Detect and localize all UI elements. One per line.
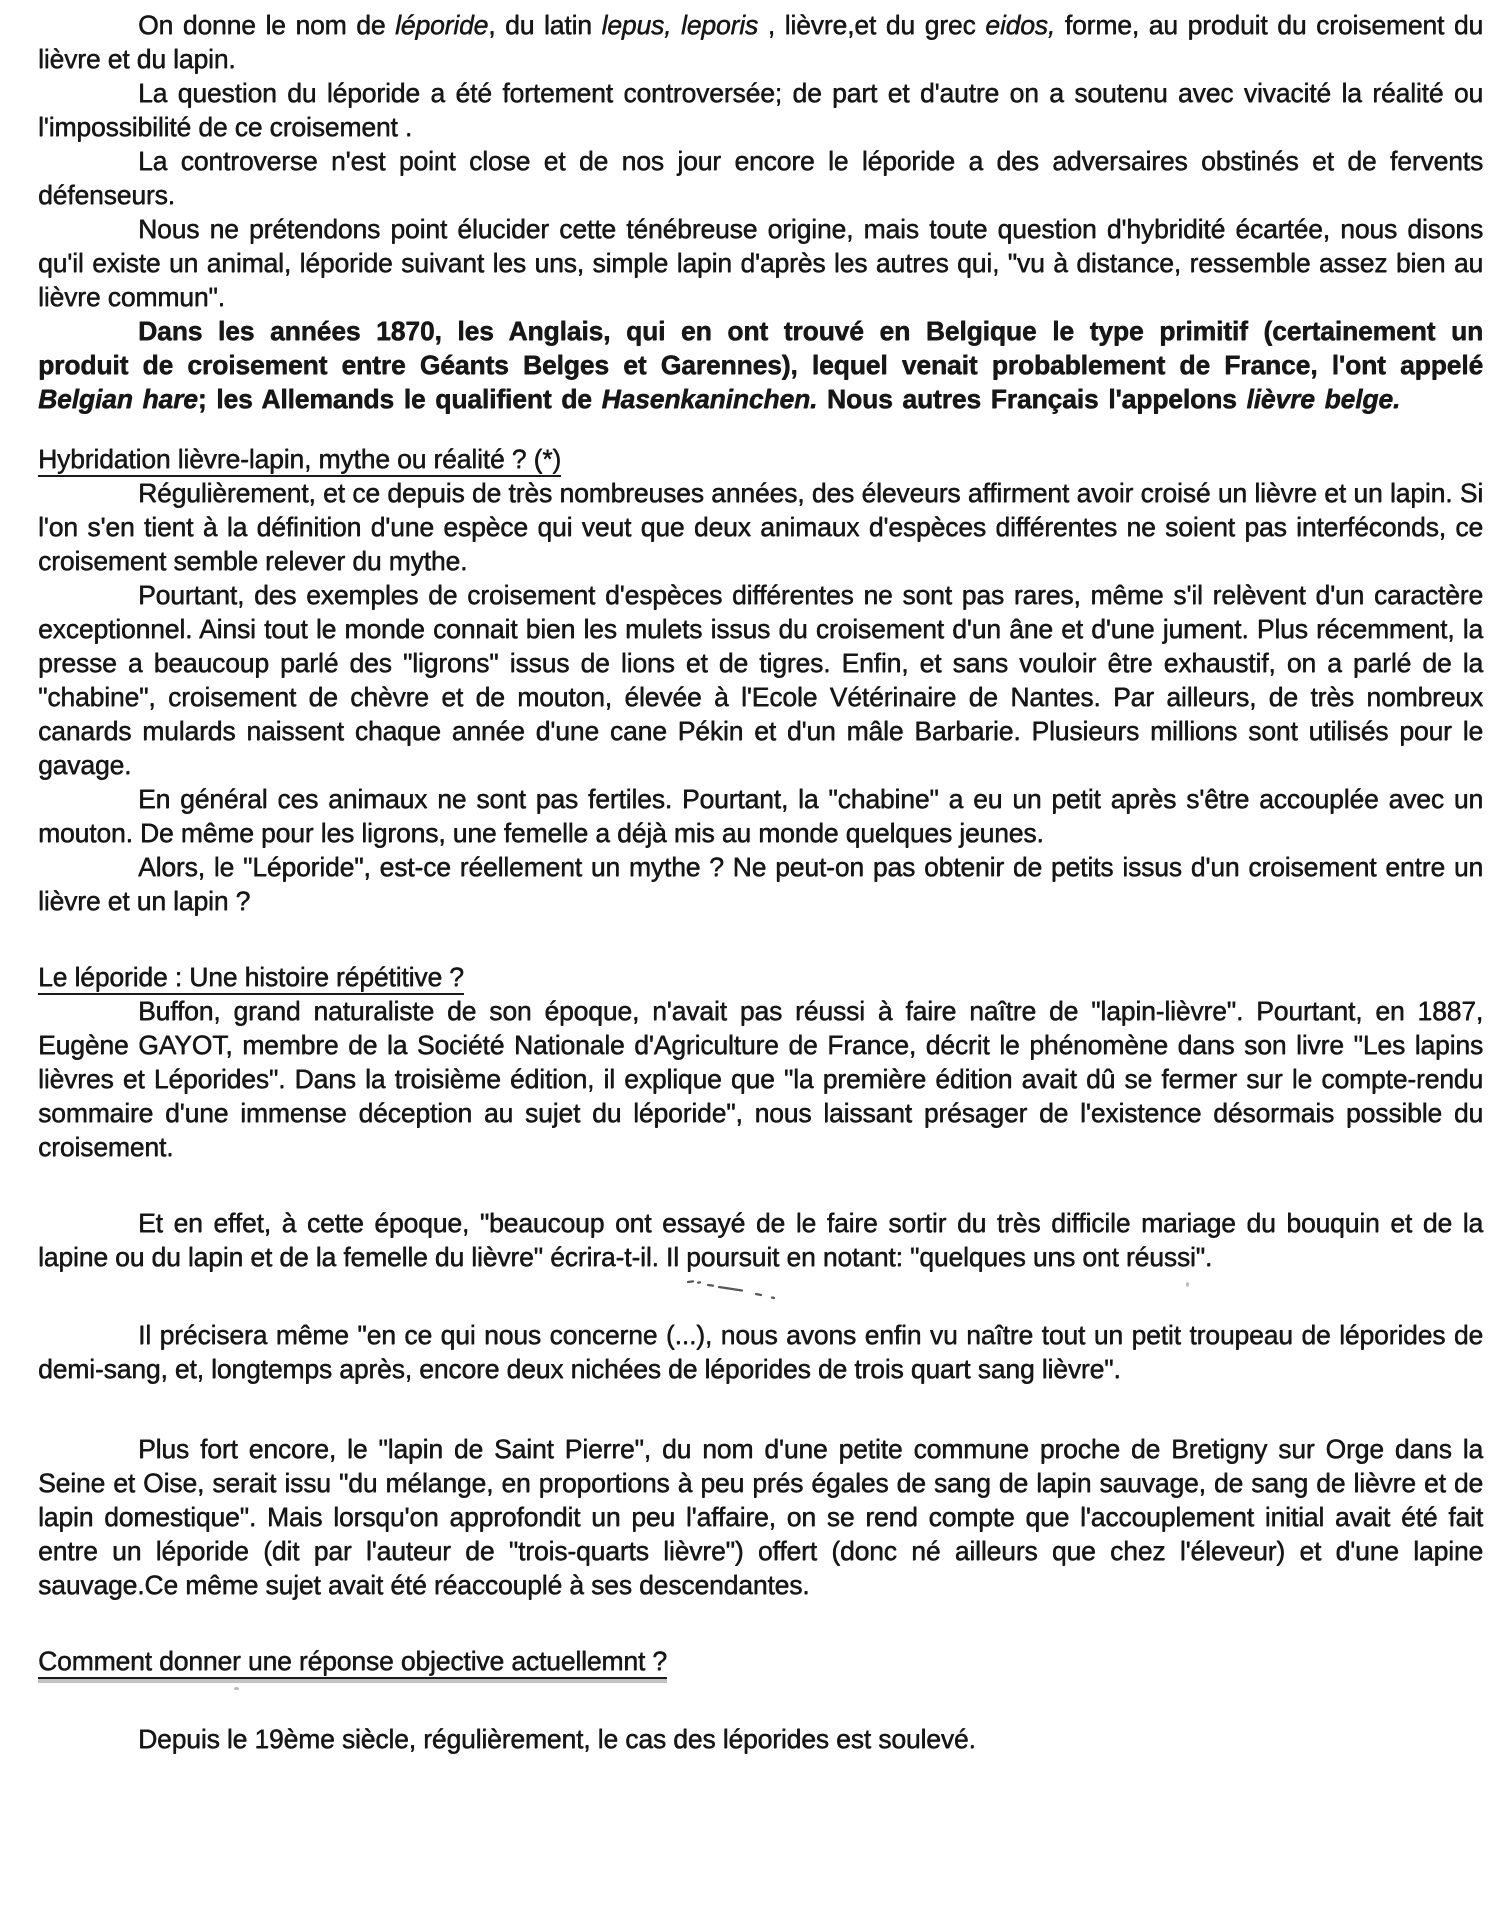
body-text: Buffon, grand naturaliste de son époque, n'avait pas réussi à faire naître de "lapin-lièvre". Pourtant, en 1887, Eugène GAYOT, membre de la Société Nationale d'Agriculture de France, décrit le phénomène dans son livre "Les lapins lièvres et Léporides". Dans la troisième édition, il explique que "la première édition avait dû se fermer sur le compte-rendu sommaire d'une immense déception au sujet du léporide", nous laissant présager de l'existence désormais possible du croisement. bbox=[38, 996, 1483, 1162]
body-text: , du latin bbox=[488, 10, 602, 40]
heading-text: Comment donner une réponse objective actuellemnt ? bbox=[38, 1646, 667, 1679]
paragraph-et-en-effet bbox=[38, 1206, 1483, 1274]
body-text: Pourtant, des exemples de croisement d'espèces différentes ne sont pas rares, même s'il relèvent d'un caractère exceptionnel. Ainsi tout le monde connait bien les mulets issus du croisement d'un âne et d'une jument. Plus récemment, la presse a beaucoup parlé des "ligrons" issus de lions et de tigres. Enfin, et sans vouloir être exhaustif, on a parlé de la "chabine", croisement de chèvre et de mouton, élevée à l'Ecole Vétérinaire de Nantes. Par ailleurs, de très nombreux canards mulards naissent chaque année d'une cane Pékin et d'un mâle Barbarie. Plusieurs millions sont utilisés pour le gavage. bbox=[38, 580, 1483, 780]
body-text: La question du léporide a été fortement controversée; de part et d'autre on a soutenu avec vivacité la réalité ou l'impossibilité de ce croisement . bbox=[38, 78, 1483, 142]
body-text: Alors, le "Léporide", est-ce réellement un mythe ? Ne peut-on pas obtenir de petits issus d'un croisement entre un lièvre et un lapin ? bbox=[38, 852, 1483, 916]
heading-hybridation-mythe-ou-realite bbox=[38, 442, 1483, 476]
heading-histoire-repetitive bbox=[38, 960, 1483, 994]
emphasized-text: Belgian hare bbox=[38, 384, 198, 414]
body-text: , lièvre,et du grec bbox=[758, 10, 986, 40]
body-text: forme, au produit du croisement du lièvre et du lapin. bbox=[38, 10, 1484, 74]
blank-gap bbox=[38, 918, 1483, 960]
heading-text: Le léporide : Une histoire répétitive ? bbox=[38, 962, 464, 995]
body-text: Nous autres Français l'appelons bbox=[817, 384, 1247, 414]
paragraph-exemples-croisements bbox=[38, 578, 1483, 782]
heading-reponse-objective bbox=[38, 1644, 1483, 1678]
body-text: Plus fort encore, le "lapin de Saint Pierre", du nom d'une petite commune proche de Bretigny sur Orge dans la Seine et Oise, serait issu "du mélange, en proportions à peu prés égales de sang de lapin sauvage, de sang de lièvre et de lapin domestique". Mais lorsqu'on approfondit un peu l'affaire, on se rend compte que l'accouplement initial avait été fait entre un léporide (dit par l'auteur de "trois-quarts lièvre") offert (donc né ailleurs que chez l'éleveur) et d'une lapine sauvage.Ce même sujet avait été réaccouplé à ses descendantes. bbox=[38, 1434, 1483, 1600]
paragraph-hybridite-ecartee bbox=[38, 212, 1483, 314]
paragraph-controverse-ouverte bbox=[38, 144, 1483, 212]
emphasized-text: Hasenkaninchen. bbox=[601, 384, 818, 414]
paragraph-buffon-gayot bbox=[38, 994, 1483, 1164]
emphasized-text: lièvre belge. bbox=[1246, 384, 1401, 414]
blank-gap bbox=[38, 1602, 1483, 1644]
scan-mark bbox=[234, 1687, 239, 1690]
paragraph-lapin-saint-pierre bbox=[38, 1432, 1483, 1602]
emphasized-text: lepus, leporis bbox=[601, 10, 758, 40]
body-text: Nous ne prétendons point élucider cette ténébreuse origine, mais toute question d'hybridité écartée, nous disons qu'il existe un animal, léporide suivant les uns, simple lapin d'après les autres qui, "vu à distance, ressemble assez bien au lièvre commun". bbox=[38, 214, 1483, 312]
blank-gap bbox=[38, 416, 1483, 442]
blank-gap bbox=[38, 1386, 1483, 1432]
paragraph-leporide-mythe-question bbox=[38, 850, 1483, 918]
body-text: Il précisera même "en ce qui nous concerne (...), nous avons enfin vu naître tout un petit troupeau de léporides de demi-sang, et, longtemps après, encore deux nichées de léporides de trois quart sang lièvre". bbox=[38, 1320, 1483, 1384]
body-text: Depuis le 19ème siècle, régulièrement, le cas des léporides est soulevé. bbox=[138, 1724, 976, 1754]
paragraph-eleveurs-affirment bbox=[38, 476, 1483, 578]
body-text: En général ces animaux ne sont pas fertiles. Pourtant, la "chabine" a eu un petit après s'être accouplée avec un mouton. De même pour les ligrons, une femelle a déjà mis au monde quelques jeunes. bbox=[38, 784, 1483, 848]
scan-speck bbox=[1186, 1282, 1189, 1287]
emphasized-text: eidos, bbox=[985, 10, 1056, 40]
paragraph-leporide-definition bbox=[38, 8, 1483, 76]
body-text: Et en effet, à cette époque, "beaucoup ont essayé de le faire sortir du très difficile mariage du bouquin et de la lapine ou du lapin et de la femelle du lièvre" écrira-t-il. Il poursuit en notant: "quelques uns ont réussi". bbox=[38, 1208, 1483, 1272]
paragraph-question-controversee bbox=[38, 76, 1483, 144]
body-text: ; les Allemands le qualifient de bbox=[197, 384, 602, 414]
paragraph-belgian-hare bbox=[38, 314, 1483, 416]
body-text: On donne le nom de bbox=[138, 10, 396, 40]
paragraph-fertilite bbox=[38, 782, 1483, 850]
emphasized-text: léporide bbox=[395, 10, 489, 40]
body-text: La controverse n'est point close et de nos jour encore le léporide a des adversaires obstinés et de fervents défenseurs. bbox=[38, 146, 1483, 210]
blank-gap bbox=[38, 1678, 1483, 1722]
pen-smudge bbox=[686, 1278, 816, 1304]
body-text: Régulièrement, et ce depuis de très nombreuses années, des éleveurs affirment avoir croisé un lièvre et un lapin. Si l'on s'en tient à la définition d'une espèce qui veut que deux animaux d'espèces différentes ne soient pas interféconds, ce croisement semble relever du mythe. bbox=[38, 478, 1483, 576]
blank-gap bbox=[38, 1164, 1483, 1206]
body-text: Dans les années 1870, les Anglais, qui en ont trouvé en Belgique le type primitif (certainement un produit de croisement entre Géants Belges et Garennes), lequel venait probablement de France, l'ont appelé bbox=[38, 316, 1483, 380]
paragraph-depuis-19eme-siecle bbox=[38, 1722, 1483, 1756]
paragraph-precisera bbox=[38, 1318, 1483, 1386]
heading-text: Hybridation lièvre-lapin, mythe ou réalité ? (*) bbox=[38, 444, 561, 477]
blank-gap bbox=[38, 1274, 1483, 1318]
